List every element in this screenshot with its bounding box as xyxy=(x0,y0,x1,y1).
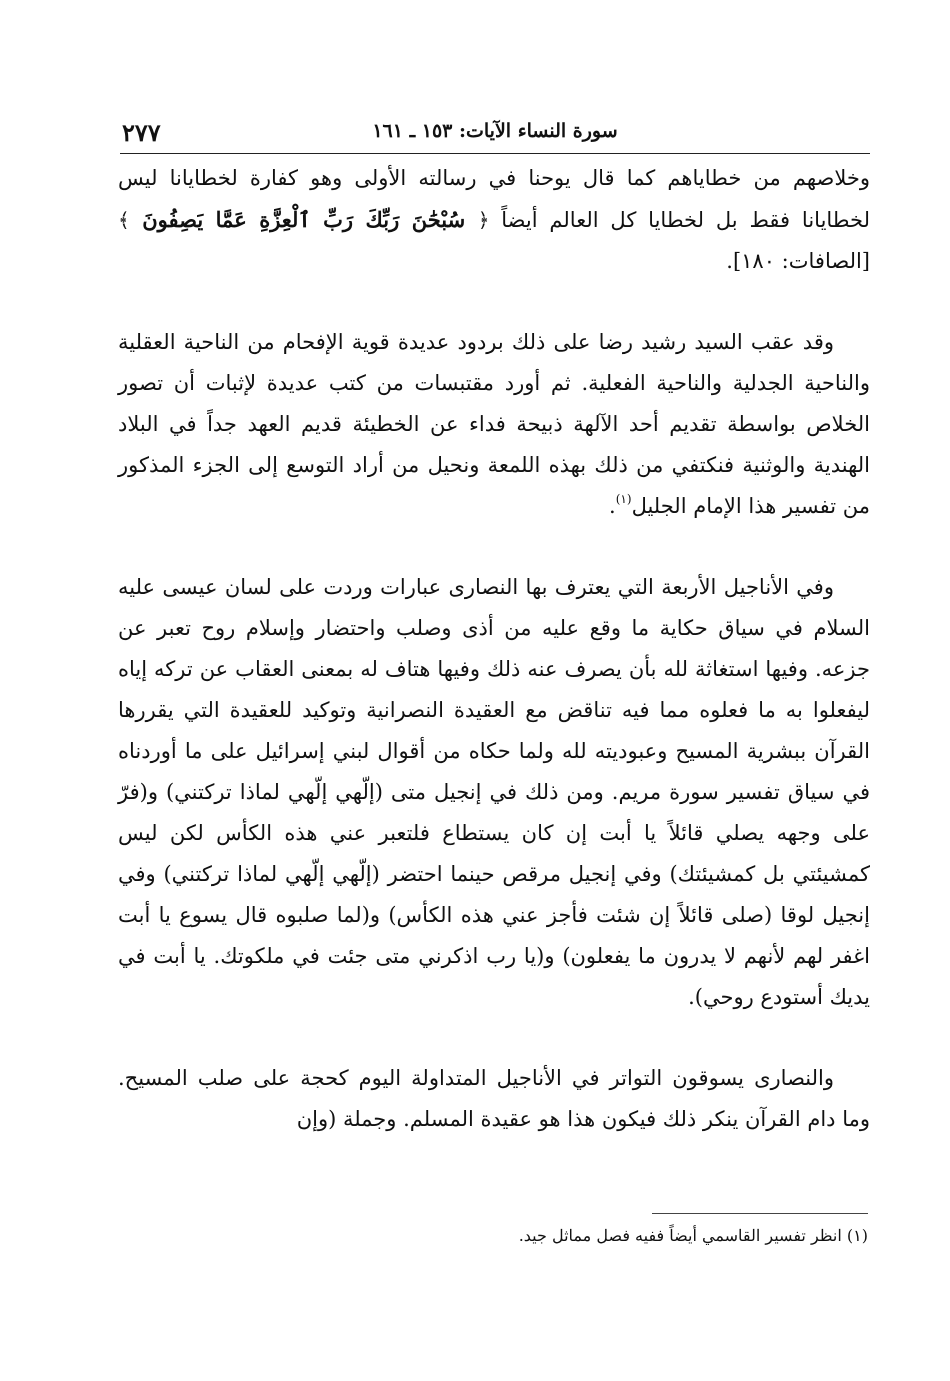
quran-open-bracket: ﴿ xyxy=(477,208,490,232)
quran-verse: سُبْحَٰنَ رَبِّكَ رَبِّ ٱلْعِزَّةِ عَمَّا يَصِفُونَ xyxy=(129,207,478,232)
paragraph-2-tail: . xyxy=(609,494,616,518)
verse-citation: [الصافات: ١٨٠]. xyxy=(726,249,870,273)
footnote xyxy=(300,1222,868,1250)
running-title: سورة النساء الآيات: ١٥٣ ـ ١٦١ xyxy=(372,120,618,142)
page-number: ٢٧٧ xyxy=(122,118,161,147)
paragraph-4-text: والنصارى يسوقون التواتر في الأناجيل المتداولة اليوم كحجة على صلب المسيح. وما دام القرآن ينكر ذلك فيكون هذا هو عقيدة المسلم. وجملة (وإن xyxy=(118,1066,870,1131)
paragraph-2 xyxy=(118,322,870,527)
paragraph-1 xyxy=(118,158,870,282)
footnote-divider xyxy=(652,1213,868,1214)
page-header xyxy=(120,112,870,156)
footnote-marker: (١) xyxy=(846,1226,868,1245)
paragraph-2-text: وقد عقب السيد رشيد رضا على ذلك بردود عديدة قوية الإفحام من الناحية العقلية والناحية الجدلية والناحية الفعلية. ثم أورد مقتبسات من كتب عديدة لإثبات أن تصور الخلاص بواسطة تقديم أحد الآلهة ذبيحة فداء عن الخطيئة قديم العهد جداً في البلاد الهندية والوثنية فنكتفي من ذلك بهذه اللمعة ونحيل من أراد التوسع إلى الجزء المذكور من تفسير هذا الإمام الجليل xyxy=(118,330,870,518)
paragraph-3-text: وفي الأناجيل الأربعة التي يعترف بها النصارى عبارات وردت على لسان عيسى عليه السلام في سياق حكاية ما وقع عليه من أذى وصلب واحتضار وإسلام روح تعبر عن جزعه. وفيها استغاثة لله بأن يصرف عنه ذلك وفيها هتاف له بمعنى العقاب عن تركه إياه ليفعلوا به ما فعلوه مما فيه تناقض مع العقيدة النصرانية وتوكيد للعقيدة التي يقررها القرآن ببشرية المسيح وعبوديته لله ولما حكاه من أقوال لبني إسرائيل على ما أوردناه في سياق تفسير سورة مريم. ومن ذلك في إنجيل متى (إلّهي إلّهي لماذا تركتني) و(فرّ على وجهه يصلي قائلاً يا أبت إن كان يستطاع فلتعبر عني هذه الكأس لكن ليس كمشيئتي بل كمشيئتك) وفي إنجيل مرقص حينما احتضر (إلّهي إلّهي لماذا تركتني) وفي إنجيل لوقا (صلى قائلاً إن شئت فأجز عني هذه الكأس) و(لما صلبوه قال يسوع يا أبت اغفر لهم لأنهم لا يدرون ما يفعلون) و(يا رب اذكرني متى جئت في ملكوتك. يا أبت في يديك أستودع روحي). xyxy=(118,575,870,1009)
footnote-text: انظر تفسير القاسمي أيضاً ففيه فصل مماثل جيد. xyxy=(518,1226,842,1245)
header-divider xyxy=(120,153,870,154)
paragraph-4 xyxy=(118,1058,870,1140)
quran-close-bracket: ﴾ xyxy=(118,208,130,232)
paragraph-1-text: وخلاصهم من خطاياهم كما قال يوحنا في رسالته الأولى وهو كفارة لخطايانا ليس لخطايانا فقط بل لخطايا كل العالم أيضاً xyxy=(118,166,870,232)
footnote-reference[interactable]: (١) xyxy=(615,492,632,506)
paragraph-3 xyxy=(118,567,870,1018)
main-text xyxy=(118,158,870,1140)
